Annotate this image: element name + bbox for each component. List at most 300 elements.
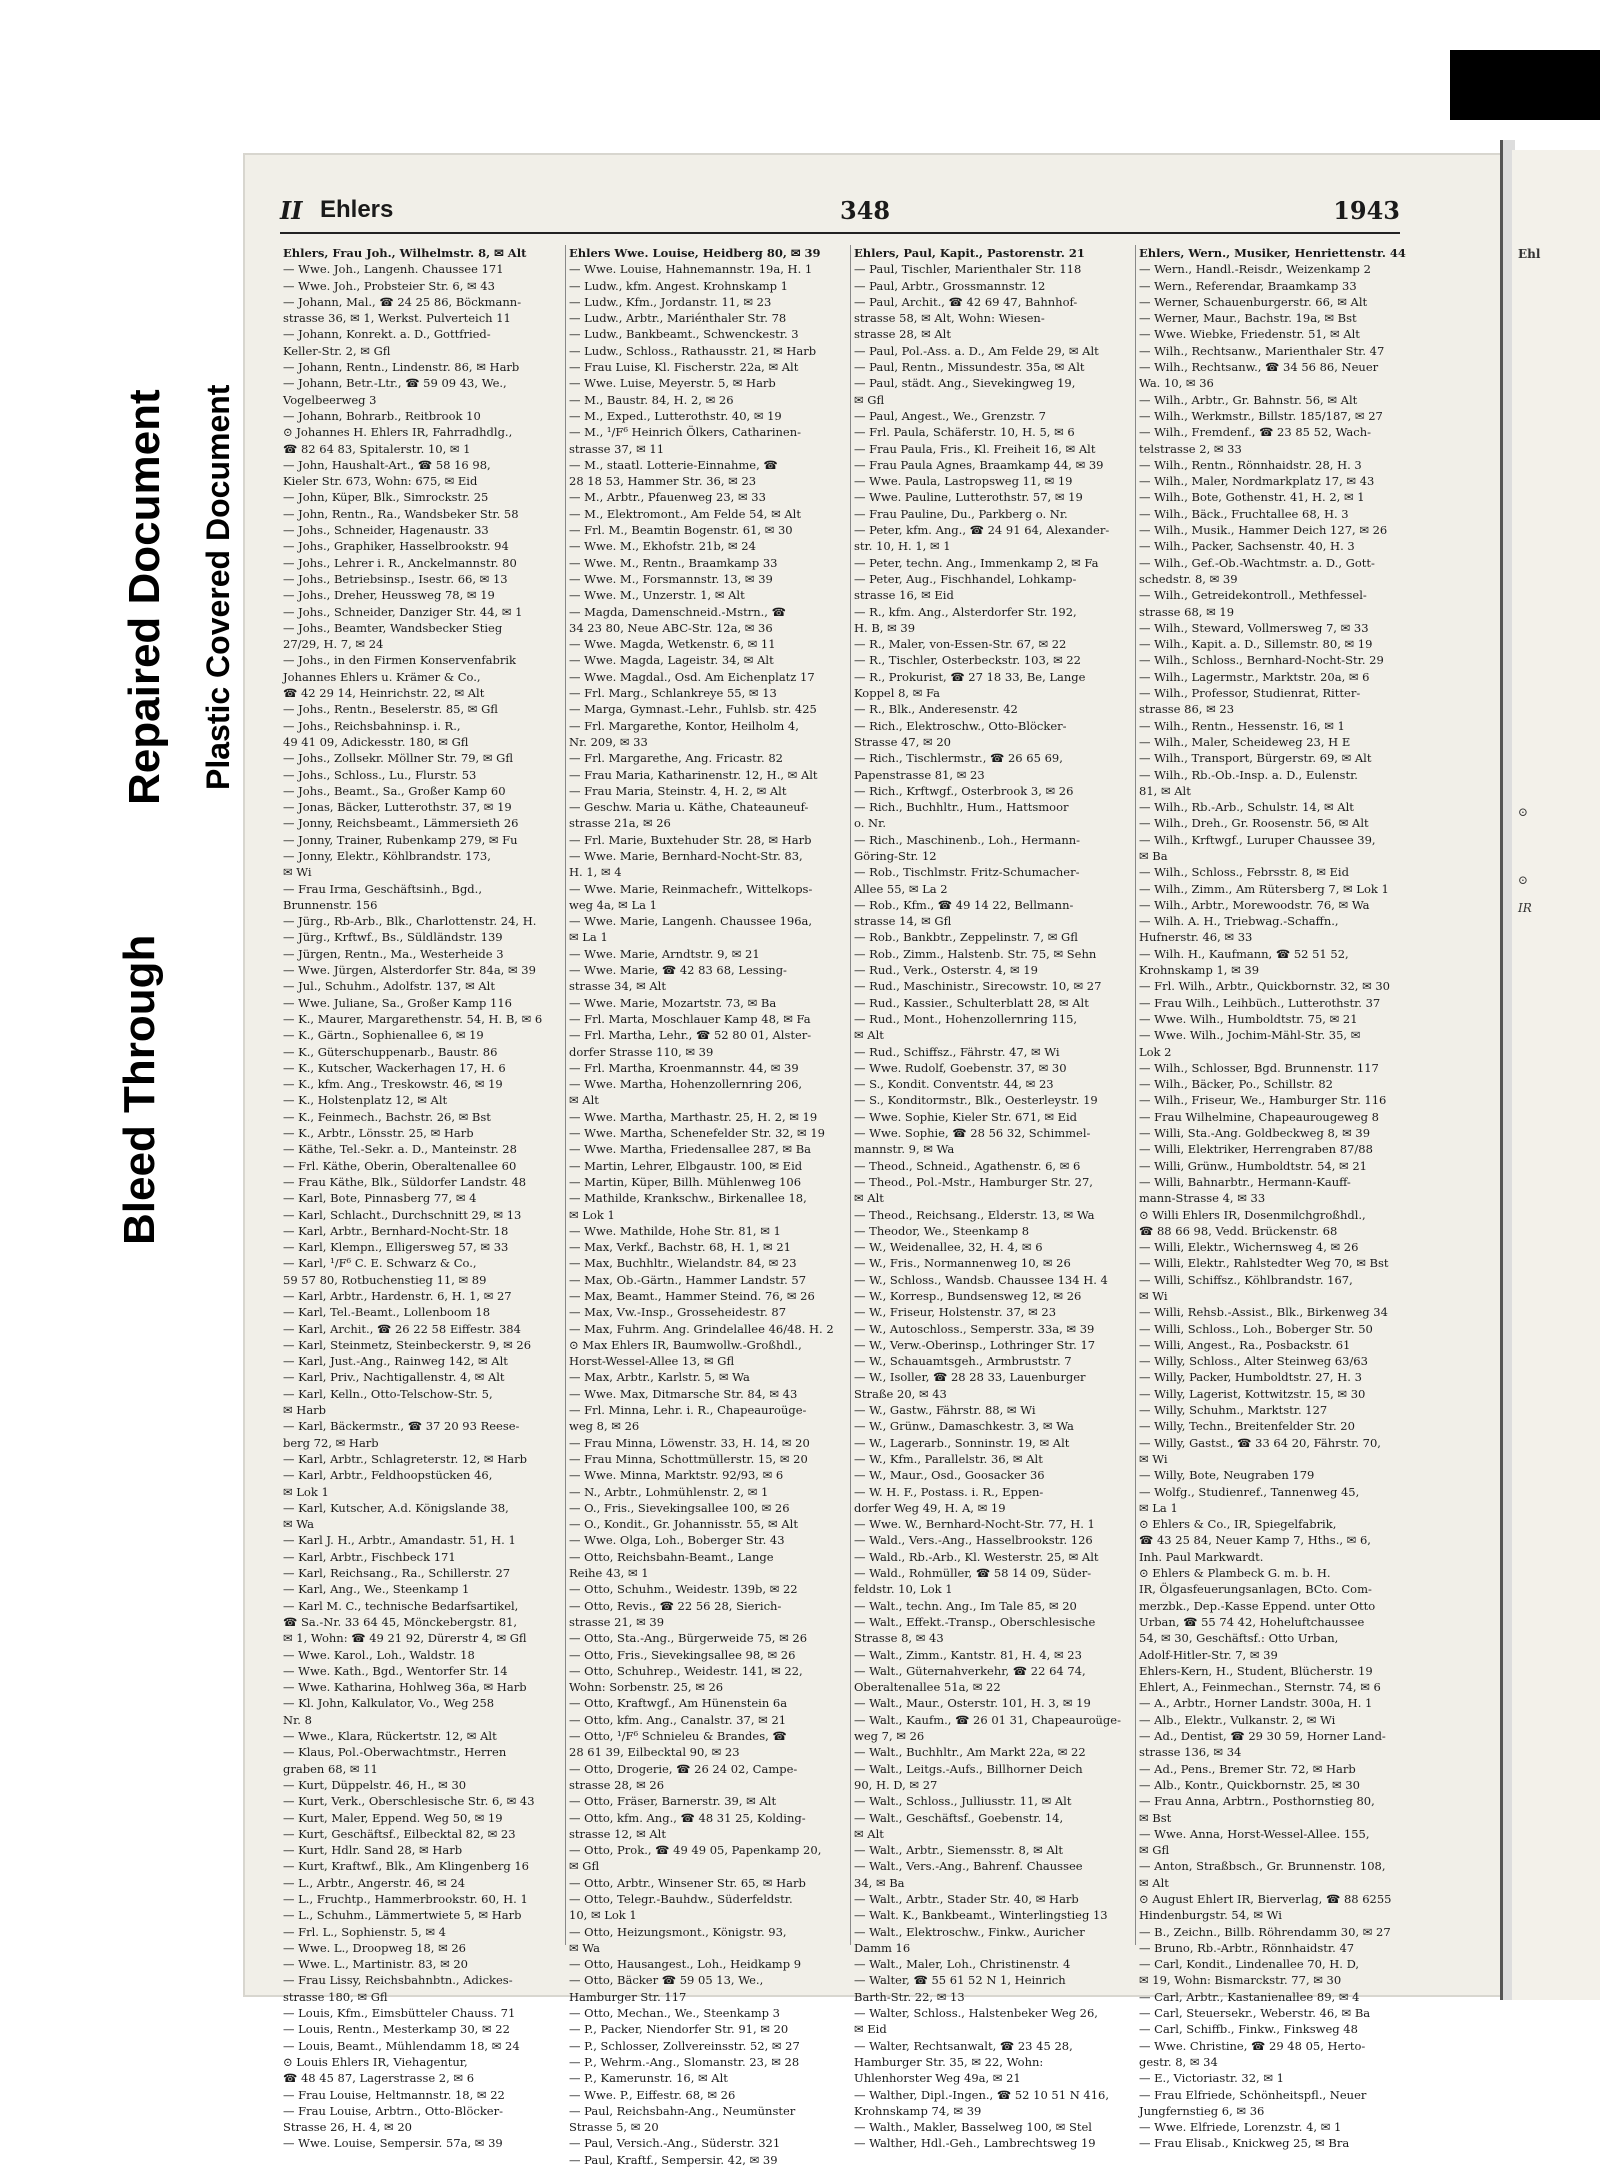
- directory-entry: — Frau Paula Agnes, Braamkamp 44, ✉ 39: [854, 457, 1104, 472]
- directory-entry: — Frl. Paula, Schäferstr. 10, H. 5, ✉ 6: [854, 425, 1075, 440]
- directory-entry: — Willi, Grünw., Humboldtstr. 54, ✉ 21: [1139, 1158, 1367, 1173]
- directory-entry: — Wwe. Martha, Friedensallee 287, ✉ Ba: [569, 1142, 812, 1157]
- directory-entry: — Otto, kfm. Ang., Canalstr. 37, ✉ 21: [569, 1712, 787, 1727]
- directory-entry: — Johs., Zollsekr. Möllner Str. 79, ✉ Gfl: [283, 751, 514, 766]
- directory-entry: — Frl. Marta, Moschlauer Kamp 48, ✉ Fa: [569, 1011, 811, 1026]
- directory-entry: — Max, Ob.-Gärtn., Hammer Landstr. 57: [569, 1272, 807, 1287]
- directory-entry: 28 61 39, Eilbecktal 90, ✉ 23: [569, 1745, 740, 1760]
- directory-entry: — Wwe. Sophie, Kieler Str. 671, ✉ Eid: [854, 1109, 1078, 1124]
- directory-entry: — Willi, Rehsb.-Assist., Blk., Birkenweg 34: [1139, 1305, 1388, 1320]
- directory-entry: — Theod., Schneid., Agathenstr. 6, ✉ 6: [854, 1158, 1081, 1173]
- directory-entry: — Karl, Kelln., Otto-Telschow-Str. 5,: [283, 1386, 493, 1401]
- directory-entry: — Kurt, Maler, Eppend. Weg 50, ✉ 19: [283, 1810, 503, 1825]
- directory-entry: 81, ✉ Alt: [1139, 783, 1191, 798]
- directory-entry: — Walt. K., Bankbeamt., Winterlingstieg 13: [854, 1908, 1108, 1923]
- directory-entry: — Carl, Schiffb., Finkw., Finksweg 48: [1139, 2022, 1358, 2037]
- directory-entry: dorfer Weg 49, H. A, ✉ 19: [854, 1500, 1006, 1515]
- directory-entry: — Willy, Bote, Neugraben 179: [1139, 1468, 1315, 1483]
- repaired-document-label: Repaired Document: [120, 389, 169, 805]
- directory-entry: — W., Gastw., Fährstr. 88, ✉ Wi: [854, 1403, 1036, 1418]
- directory-entry: — Wwe. Martha, Marthastr. 25, H. 2, ✉ 19: [569, 1109, 818, 1124]
- directory-entry: ☎ 42 29 14, Heinrichstr. 22, ✉ Alt: [283, 686, 485, 701]
- directory-entry: — Wilh. A. H., Triebwag.-Schaffn.,: [1139, 914, 1339, 929]
- directory-entry: — Karl, ¹/F⁶ C. E. Schwarz & Co.,: [283, 1256, 477, 1271]
- directory-entry: — K., Güterschuppenarb., Baustr. 86: [283, 1044, 498, 1059]
- directory-entry: — Wilh., Bäck., Fruchtallee 68, H. 3: [1139, 506, 1349, 521]
- directory-entry: — Rud., Mont., Hohenzollernring 115,: [854, 1011, 1078, 1026]
- directory-entry: — Wilh., Schloss., Bernhard-Nocht-Str. 29: [1139, 653, 1384, 668]
- directory-entry: — Wwe. Rudolf, Goebenstr. 37, ✉ 30: [854, 1060, 1067, 1075]
- directory-entry: ✉ Wi: [1139, 1451, 1168, 1466]
- directory-entry: — Wwe. P., Eiffestr. 68, ✉ 26: [569, 2087, 736, 2102]
- directory-entry: — Wwe. L., Droopweg 18, ✉ 26: [283, 1940, 467, 1955]
- directory-entry: — R., kfm. Ang., Alsterdorfer Str. 192,: [854, 604, 1077, 619]
- directory-entry: — K., Feinmech., Bachstr. 26, ✉ Bst: [283, 1109, 491, 1124]
- directory-entry: — Wilh., Lagermstr., Marktstr. 20a, ✉ 6: [1139, 669, 1370, 684]
- directory-entry: Strasse 5, ✉ 20: [569, 2120, 659, 2135]
- directory-entry: — Wwe. Marie, ☎ 42 83 68, Lessing-: [569, 963, 787, 978]
- directory-entry: — Willi, Sta.-Ang. Goldbeckweg 8, ✉ 39: [1139, 1126, 1371, 1141]
- directory-entry: ✉ Alt: [854, 1028, 884, 1043]
- directory-entry: ✉ Gfl: [569, 1859, 600, 1874]
- directory-entry: — Frl. L., Sophienstr. 5, ✉ 4: [283, 1924, 446, 1939]
- directory-column-3: [850, 245, 1121, 2151]
- directory-entry: — Johs., Rentn., Beselerstr. 85, ✉ Gfl: [283, 702, 498, 717]
- directory-entry: — Karl, Klempn., Elligersweg 57, ✉ 33: [283, 1240, 509, 1255]
- directory-entry: — Rich., Tischlermstr., ☎ 26 65 69,: [854, 751, 1063, 766]
- directory-entry: strasse 86, ✉ 23: [1139, 702, 1235, 717]
- directory-column-2: [565, 245, 836, 2167]
- directory-entry: Johannes Ehlers u. Krämer & Co.,: [283, 669, 481, 684]
- directory-entry: — Max, Buchhltr., Wielandstr. 84, ✉ 23: [569, 1256, 797, 1271]
- directory-entry: — Rich., Maschinenb., Loh., Hermann-: [854, 832, 1081, 847]
- directory-entry: — Kl. John, Kalkulator, Vo., Weg 258: [283, 1696, 495, 1711]
- directory-entry: — Kurt, Verk., Oberschlesische Str. 6, ✉ 43: [283, 1794, 535, 1809]
- year: 1943: [1333, 196, 1400, 225]
- directory-entry: — Otto, kfm. Ang., ☎ 48 31 25, Kolding-: [569, 1810, 806, 1825]
- directory-entry: — W., Maur., Osd., Goosacker 36: [854, 1468, 1045, 1483]
- directory-entry: — Rich., Buchhltr., Hum., Hattsmoor: [854, 800, 1069, 815]
- directory-entry: — Anton, Straßbsch., Gr. Brunnenstr. 108,: [1139, 1859, 1386, 1874]
- directory-entry: — Frau Maria, Steinstr. 4, H. 2, ✉ Alt: [569, 783, 787, 798]
- directory-entry: — W., Schloss., Wandsb. Chaussee 134 H. 4: [854, 1272, 1108, 1287]
- directory-entry: — Wwe. Marie, Bernhard-Nocht-Str. 83,: [569, 848, 803, 863]
- directory-entry: — Rob., Zimm., Halstenb. Str. 75, ✉ Sehn: [854, 946, 1097, 961]
- directory-entry: — Karl, Bäckermstr., ☎ 37 20 93 Reese-: [283, 1419, 520, 1434]
- directory-entry: — Karl, Tel.-Beamt., Lollenboom 18: [283, 1305, 491, 1320]
- directory-entry: Wa. 10, ✉ 36: [1139, 376, 1214, 391]
- directory-entry: Hufnerstr. 46, ✉ 33: [1139, 930, 1253, 945]
- directory-entry: — Alb., Elektr., Vulkanstr. 2, ✉ Wi: [1139, 1712, 1336, 1727]
- directory-entry: — Walt., Güternahverkehr, ☎ 22 64 74,: [854, 1663, 1086, 1678]
- directory-column-1: [280, 245, 550, 2151]
- directory-entry: Inh. Paul Markwardt.: [1139, 1549, 1264, 1564]
- directory-entry: — Otto, Kraftwgf., Am Hünenstein 6a: [569, 1696, 788, 1711]
- directory-entry: Ehlers, Paul, Kapit., Pastorenstr. 21: [854, 246, 1085, 260]
- directory-entry: — Walter, Schloss., Halstenbeker Weg 26,: [854, 2006, 1098, 2021]
- directory-entry: — Rich., Krftwgf., Osterbrook 3, ✉ 26: [854, 783, 1074, 798]
- directory-entry: ✉ Gfl: [1139, 1843, 1170, 1858]
- directory-entry: — Wwe. Marie, Langenh. Chaussee 196a,: [569, 914, 813, 929]
- directory-entry: Kieler Str. 673, Wohn: 675, ✉ Eid: [283, 474, 478, 489]
- directory-entry: — Otto, Bäcker ☎ 59 05 13, We.,: [569, 1973, 764, 1988]
- directory-entry: — W., Fris., Normannenweg 10, ✉ 26: [854, 1256, 1071, 1271]
- directory-entry: — Jürg., Krftwf., Bs., Süldländstr. 139: [283, 930, 503, 945]
- directory-entry: feldstr. 10, Lok 1: [854, 1582, 953, 1597]
- directory-entry: — Wilh., Rentn., Rönnhaidstr. 28, H. 3: [1139, 457, 1362, 472]
- directory-entry: — Frau Luise, Kl. Fischerstr. 22a, ✉ Alt: [569, 360, 799, 375]
- directory-entry: — Wwe. Katharina, Hohlweg 36a, ✉ Harb: [283, 1680, 527, 1695]
- directory-entry: strasse 28, ✉ 26: [569, 1777, 665, 1792]
- directory-entry: — Wwe. Jürgen, Alsterdorfer Str. 84a, ✉ 39: [283, 963, 536, 978]
- directory-entry: — Wilh., Schloss., Febrsstr. 8, ✉ Eid: [1139, 865, 1349, 880]
- directory-entry: ⊙ Louis Ehlers IR, Viehagentur,: [283, 2054, 468, 2069]
- directory-entry: mannstr. 9, ✉ Wa: [854, 1142, 955, 1157]
- directory-entry: — M., staatl. Lotterie-Einnahme, ☎: [569, 457, 778, 472]
- directory-entry: — Johann, Bohrarb., Reitbrook 10: [283, 408, 481, 423]
- directory-entry: — Wilh., Kapit. a. D., Sillemstr. 80, ✉ 19: [1139, 637, 1373, 652]
- directory-entry: — K., Arbtr., Lönsstr. 25, ✉ Harb: [283, 1126, 474, 1141]
- directory-entry: ✉ Alt: [1139, 1875, 1169, 1890]
- page-header: [280, 192, 1400, 234]
- directory-entry: ✉ La 1: [569, 930, 608, 945]
- directory-entry: ✉ Ba: [1139, 848, 1168, 863]
- directory-entry: IR, Ölgasfeuerungsanlagen, BCto. Com-: [1139, 1582, 1372, 1597]
- directory-entry: — Wilh., Bäcker, Po., Schillstr. 82: [1139, 1077, 1333, 1092]
- directory-entry: ✉ Wa: [569, 1940, 600, 1955]
- directory-entry: Reihe 43, ✉ 1: [569, 1566, 649, 1581]
- directory-entry: — Wilh., Rechtsanw., Marienthaler Str. 47: [1139, 343, 1385, 358]
- directory-entry: Nr. 209, ✉ 33: [569, 734, 648, 749]
- directory-entry: — W., Isoller, ☎ 28 28 33, Lauenburger: [854, 1370, 1086, 1385]
- directory-entry: strasse 136, ✉ 34: [1139, 1745, 1242, 1760]
- directory-entry: — W., Kfm., Parallelstr. 36, ✉ Alt: [854, 1451, 1043, 1466]
- directory-entry: — Theod., Reichsang., Elderstr. 13, ✉ Wa: [854, 1207, 1095, 1222]
- directory-entry: — Karl, Schlacht., Durchschnitt 29, ✉ 13: [283, 1207, 522, 1222]
- directory-entry: — Wwe. Karol., Loh., Waldstr. 18: [283, 1647, 475, 1662]
- directory-column-4: [1135, 245, 1406, 2151]
- directory-entry: — Frl. Martha, Kroenmannstr. 44, ✉ 39: [569, 1060, 799, 1075]
- directory-entry: Horst-Wessel-Allee 13, ✉ Gfl: [569, 1354, 735, 1369]
- directory-entry: — Walt., Arbtr., Siemensstr. 8, ✉ Alt: [854, 1843, 1064, 1858]
- directory-entry: — L., Fruchtp., Hammerbrookstr. 60, H. 1: [283, 1891, 528, 1906]
- directory-entry: — Frau Anna, Arbtrn., Posthornstieg 80,: [1139, 1794, 1375, 1809]
- directory-entry: — K., Maurer, Margarethenstr. 54, H. B, ✉ 6: [283, 1011, 543, 1026]
- directory-entry: Adolf-Hitler-Str. 7, ✉ 39: [1139, 1647, 1278, 1662]
- directory-entry: ☎ 43 25 84, Neuer Kamp 7, Hths., ✉ 6,: [1139, 1533, 1371, 1548]
- directory-entry: — Wwe. Mathilde, Hohe Str. 81, ✉ 1: [569, 1223, 781, 1238]
- directory-entry: Jungfernstieg 6, ✉ 36: [1139, 2103, 1265, 2118]
- directory-entry: — Wwe. Olga, Loh., Boberger Str. 43: [569, 1533, 785, 1548]
- directory-entry: — Paul, Versich.-Ang., Süderstr. 321: [569, 2136, 781, 2151]
- directory-entry: — W., Friseur, Holstenstr. 37, ✉ 23: [854, 1305, 1057, 1320]
- directory-entry: — M., ¹/F⁶ Heinrich Ölkers, Catharinen-: [569, 425, 802, 440]
- directory-entry: — M., Arbtr., Pfauenweg 23, ✉ 33: [569, 490, 766, 505]
- directory-entry: — K., kfm. Ang., Treskowstr. 46, ✉ 19: [283, 1077, 503, 1092]
- directory-entry: — Frau Lissy, Reichsbahnbtn., Adickes-: [283, 1973, 513, 1988]
- directory-entry: H. B, ✉ 39: [854, 620, 916, 635]
- directory-entry: — Karl, Ang., We., Steenkamp 1: [283, 1582, 470, 1597]
- directory-entry: — Otto, Fräser, Barnerstr. 39, ✉ Alt: [569, 1794, 777, 1809]
- directory-entry: — Wald., Rb.-Arb., Kl. Westerstr. 25, ✉ Alt: [854, 1549, 1099, 1564]
- directory-entry: Papenstrasse 81, ✉ 23: [854, 767, 985, 782]
- directory-entry: Uhlenhorster Weg 49a, ✉ 21: [854, 2071, 1021, 2086]
- directory-entry: — Louis, Rentn., Mesterkamp 30, ✉ 22: [283, 2022, 510, 2037]
- directory-entry: — Wwe. Wilh., Humboldtstr. 75, ✉ 21: [1139, 1011, 1358, 1026]
- directory-entry: — Willi, Schiffsz., Köhlbrandstr. 167,: [1139, 1272, 1353, 1287]
- directory-entry: — W., Lagerarb., Sonninstr. 19, ✉ Alt: [854, 1435, 1070, 1450]
- directory-entry: — Karl, Arbtr., Feldhoopstücken 46,: [283, 1468, 493, 1483]
- directory-entry: — Wwe. M., Rentn., Braamkamp 33: [569, 555, 778, 570]
- directory-entry: — Paul, Archit., ☎ 42 69 47, Bahnhof-: [854, 294, 1078, 309]
- directory-entry: — Wwe. Wilh., Jochim-Mähl-Str. 35, ✉: [1139, 1028, 1361, 1043]
- directory-entry: — N., Arbtr., Lohmühlenstr. 2, ✉ 1: [569, 1484, 769, 1499]
- directory-entry: — Walt., Buchhltr., Am Markt 22a, ✉ 22: [854, 1745, 1086, 1760]
- scan-black-strip: [1450, 50, 1600, 120]
- directory-entry: — Frl. Marg., Schlankreye 55, ✉ 13: [569, 686, 777, 701]
- directory-entry: strasse 180, ✉ Gfl: [283, 1989, 388, 2004]
- directory-entry: Oberaltenallee 51a, ✉ 22: [854, 1680, 1001, 1695]
- directory-entry: ⊙ Willi Ehlers IR, Dosenmilchgroßhdl.,: [1139, 1207, 1366, 1222]
- directory-entry: Strasse 8, ✉ 43: [854, 1631, 944, 1646]
- directory-entry: — Willy, Lagerist, Kottwitzstr. 15, ✉ 30: [1139, 1386, 1366, 1401]
- directory-entry: Ehlers-Kern, H., Student, Blücherstr. 19: [1139, 1663, 1373, 1678]
- directory-entry: — Wilh., Krftwgf., Luruper Chaussee 39,: [1139, 832, 1376, 847]
- directory-entry: — Louis, Kfm., Eimsbütteler Chauss. 71: [283, 2006, 516, 2021]
- directory-entry: — Frl. Minna, Lehr. i. R., Chapeauroüge-: [569, 1403, 807, 1418]
- directory-entry: — R., Maler, von-Essen-Str. 67, ✉ 22: [854, 637, 1067, 652]
- directory-entry: — Frl. Martha, Lehr., ☎ 52 80 01, Alster-: [569, 1028, 812, 1043]
- directory-entry: ✉ 1, Wohn: ☎ 49 21 92, Dürerstr 4, ✉ Gfl: [283, 1631, 527, 1646]
- directory-entry: — Walt., Zimm., Kantstr. 81, H. 4, ✉ 23: [854, 1647, 1082, 1662]
- directory-entry: — Frau Louise, Heltmannstr. 18, ✉ 22: [283, 2087, 505, 2102]
- directory-entry: o. Nr.: [854, 816, 886, 831]
- directory-entry: — Jonny, Elektr., Köhlbrandstr. 173,: [283, 848, 491, 863]
- directory-entry: — Wwe. Marie, Arndtstr. 9, ✉ 21: [569, 946, 760, 961]
- directory-entry: — Wwe. Joh., Probsteier Str. 6, ✉ 43: [283, 278, 495, 293]
- directory-entry: Lok 2: [1139, 1044, 1172, 1059]
- directory-entry: — Johs., Betriebsinsp., Isestr. 66, ✉ 13: [283, 571, 508, 586]
- directory-entry: — Wwe. L., Martinistr. 83, ✉ 20: [283, 1957, 468, 1972]
- directory-entry: — Theodor, We., Steenkamp 8: [854, 1223, 1030, 1238]
- directory-entry: Göring-Str. 12: [854, 848, 937, 863]
- directory-entry: mann-Strasse 4, ✉ 33: [1139, 1191, 1266, 1206]
- directory-entry: — Karl, Bote, Pinnasberg 77, ✉ 4: [283, 1191, 477, 1206]
- directory-entry: — Karl, Just.-Ang., Rainweg 142, ✉ Alt: [283, 1354, 508, 1369]
- directory-entry: — Wwe. Pauline, Lutterothstr. 57, ✉ 19: [854, 490, 1083, 505]
- next-page-text: Ehl: [1518, 247, 1541, 261]
- directory-entry: — Otto, ¹/F⁶ Schnieleu & Brandes, ☎: [569, 1729, 787, 1744]
- directory-entry: — Wwe. Marie, Reinmachefr., Wittelkops-: [569, 881, 813, 896]
- directory-entry: 10, ✉ Lok 1: [569, 1908, 637, 1923]
- directory-entry: — Otto, Schuhm., Weidestr. 139b, ✉ 22: [569, 1582, 798, 1597]
- directory-entry: — Paul, Tischler, Marienthaler Str. 118: [854, 262, 1082, 277]
- directory-entry: Straße 20, ✉ 43: [854, 1386, 947, 1401]
- directory-entry: — Wwe. Max, Ditmarsche Str. 84, ✉ 43: [569, 1386, 798, 1401]
- directory-entry: — Willi, Schloss., Loh., Boberger Str. 50: [1139, 1321, 1373, 1336]
- directory-entry: ☎ Sa.-Nr. 33 64 45, Mönckebergstr. 81,: [283, 1614, 518, 1629]
- directory-entry: — Wwe. Anna, Horst-Wessel-Allee. 155,: [1139, 1826, 1370, 1841]
- directory-entry: — B., Zeichn., Billb. Röhrendamm 30, ✉ 27: [1139, 1924, 1391, 1939]
- directory-entry: — Wilh., Getreidekontroll., Methfessel-: [1139, 588, 1367, 603]
- directory-entry: ⊙ Ehlers & Co., IR, Spiegelfabrik,: [1139, 1517, 1337, 1532]
- directory-entry: dorfer Strasse 110, ✉ 39: [569, 1044, 714, 1059]
- directory-entry: str. 10, H. 1, ✉ 1: [854, 539, 951, 554]
- directory-entry: ✉ Alt: [569, 1093, 599, 1108]
- directory-entry: Wohn: Sorbenstr. 25, ✉ 26: [569, 1680, 724, 1695]
- directory-entry: — Willy, Techn., Breitenfelder Str. 20: [1139, 1419, 1355, 1434]
- directory-entry: — Karl, Arbtr., Fischbeck 171: [283, 1549, 456, 1564]
- directory-entry: Brunnenstr. 156: [283, 897, 378, 912]
- directory-entry: — Wilh., Arbtr., Morewoodstr. 76, ✉ Wa: [1139, 897, 1370, 912]
- directory-entry: — W., Korresp., Bundsensweg 12, ✉ 26: [854, 1289, 1082, 1303]
- directory-entry: — S., Kondit. Conventstr. 44, ✉ 23: [854, 1077, 1054, 1092]
- directory-entry: — Willi, Bahnarbtr., Hermann-Kauff-: [1139, 1174, 1351, 1189]
- directory-entry: ✉ Harb: [283, 1403, 327, 1418]
- directory-entry: — Wwe. W., Bernhard-Nocht-Str. 77, H. 1: [854, 1517, 1095, 1532]
- directory-entry: — Johann, Betr.-Ltr., ☎ 59 09 43, We.,: [283, 376, 507, 391]
- directory-entry: — L., Schuhm., Lämmertwiete 5, ✉ Harb: [283, 1908, 522, 1923]
- directory-entry: — Theod., Pol.-Mstr., Hamburger Str. 27,: [854, 1174, 1093, 1189]
- directory-entry: — Wilh., Schlosser, Bgd. Brunnenstr. 117: [1139, 1060, 1379, 1075]
- directory-entry: — John, Haushalt-Art., ☎ 58 16 98,: [283, 457, 491, 472]
- directory-entry: weg 7, ✉ 26: [854, 1729, 925, 1744]
- directory-entry: — Walt., Effekt.-Transp., Oberschlesische: [854, 1614, 1096, 1629]
- directory-entry: — R., Blk., Anderesenstr. 42: [854, 702, 1018, 717]
- directory-entry: — K., Gärtn., Sophienallee 6, ✉ 19: [283, 1028, 484, 1043]
- directory-entry: — Kurt, Düppelstr. 46, H., ✉ 30: [283, 1777, 467, 1792]
- directory-entry: — Wwe. Martha, Hohenzollernring 206,: [569, 1077, 803, 1092]
- directory-entry: — Willi, Elektriker, Herrengraben 87/88: [1139, 1142, 1373, 1157]
- directory-entry: — Karl, Steinmetz, Steinbeckerstr. 9, ✉ 26: [283, 1337, 532, 1352]
- directory-entry: Ehlert, A., Feinmechan., Sternstr. 74, ✉ 6: [1139, 1680, 1381, 1695]
- directory-entry: strasse 12, ✉ Alt: [569, 1826, 666, 1841]
- directory-entry: — Walther, Dipl.-Ingen., ☎ 52 10 51 N 416,: [854, 2087, 1110, 2102]
- directory-entry: — Paul, städt. Ang., Sievekingweg 19,: [854, 376, 1076, 391]
- directory-entry: — Jonny, Reichsbeamt., Lämmersieth 26: [283, 816, 519, 831]
- directory-entry: — Wilh., Arbtr., Gr. Bahnstr. 56, ✉ Alt: [1139, 392, 1358, 407]
- directory-entry: ☎ 48 45 87, Lagerstrasse 2, ✉ 6: [283, 2071, 475, 2086]
- directory-entry: Krohnskamp 1, ✉ 39: [1139, 963, 1260, 978]
- directory-entry: berg 72, ✉ Harb: [283, 1435, 379, 1450]
- directory-entry: strasse 21a, ✉ 26: [569, 816, 671, 831]
- directory-entry: — Willi, Elektr., Rahlstedter Weg 70, ✉ Bst: [1139, 1256, 1389, 1271]
- directory-entry: — Otto, Heizungsmont., Königstr. 93,: [569, 1924, 787, 1939]
- directory-entry: — Wwe., Klara, Rückertstr. 12, ✉ Alt: [283, 1729, 497, 1744]
- directory-entry: strasse 37, ✉ 11: [569, 441, 665, 456]
- directory-entry: — Wwe. Christine, ☎ 29 48 05, Herto-: [1139, 2038, 1366, 2053]
- directory-entry: — W., Grünw., Damaschkestr. 3, ✉ Wa: [854, 1419, 1074, 1434]
- directory-entry: — Paul, Arbtr., Grossmannstr. 12: [854, 278, 1046, 293]
- directory-entry: — Frau Irma, Geschäftsinh., Bgd.,: [283, 881, 482, 896]
- directory-entry: — Wilh., Transport, Bürgerstr. 69, ✉ Alt: [1139, 751, 1372, 766]
- header-name: Ehlers: [320, 196, 394, 223]
- directory-entry: weg 8, ✉ 26: [569, 1419, 640, 1434]
- directory-entry: — R., Prokurist, ☎ 27 18 33, Be, Lange: [854, 669, 1086, 684]
- directory-entry: — Karl, Reichsang., Ra., Schillerstr. 27: [283, 1566, 511, 1581]
- directory-entry: — Paul, Kraftf., Sempersir. 42, ✉ 39: [569, 2152, 778, 2167]
- directory-entry: Ehlers, Wern., Musiker, Henriettenstr. 44: [1139, 246, 1406, 260]
- directory-entry: — Martin, Lehrer, Elbgaustr. 100, ✉ Eid: [569, 1158, 803, 1173]
- plastic-covered-label: Plastic Covered Document: [200, 384, 236, 790]
- directory-entry: ⊙ August Ehlert IR, Bierverlag, ☎ 88 6255: [1139, 1891, 1392, 1906]
- directory-entry: — Karl, Arbtr., Bernhard-Nocht-Str. 18: [283, 1223, 509, 1238]
- directory-entry: — Karl J. H., Arbtr., Amandastr. 51, H. 1: [283, 1533, 516, 1548]
- directory-entry: strasse 14, ✉ Gfl: [854, 914, 952, 929]
- directory-entry: — Johs., Graphiker, Hasselbrookstr. 94: [283, 539, 509, 554]
- directory-entry: — Wwe. Sophie, ☎ 28 56 32, Schimmel-: [854, 1126, 1091, 1141]
- directory-entry: — Wilh. H., Kaufmann, ☎ 52 51 52,: [1139, 946, 1349, 961]
- directory-entry: — Otto, Drogerie, ☎ 26 24 02, Campe-: [569, 1761, 798, 1776]
- directory-entry: — Wilh., Musik., Hammer Deich 127, ✉ 26: [1139, 523, 1388, 538]
- directory-entry: — Frl. Marie, Buxtehuder Str. 28, ✉ Harb: [569, 832, 812, 847]
- directory-entry: — Klaus, Pol.-Oberwachtmstr., Herren: [283, 1745, 507, 1760]
- directory-entry: — Willy, Schloss., Alter Steinweg 63/63: [1139, 1354, 1368, 1369]
- directory-entry: — Ad., Pens., Bremer Str. 72, ✉ Harb: [1139, 1761, 1356, 1776]
- directory-entry: — Frl. Käthe, Oberin, Oberaltenallee 60: [283, 1158, 517, 1173]
- directory-entry: — Geschw. Maria u. Käthe, Chateauneuf-: [569, 800, 809, 815]
- directory-entry: — Otto, Sta.-Ang., Bürgerweide 75, ✉ 26: [569, 1631, 808, 1646]
- directory-entry: ✉ Wi: [283, 865, 312, 880]
- directory-entry: — Kurt, Kraftwf., Blk., Am Klingenberg 16: [283, 1859, 529, 1874]
- directory-entry: Hamburger Str. 35, ✉ 22, Wohn:: [854, 2054, 1044, 2069]
- directory-entry: — Wilh., Werkmstr., Billstr. 185/187, ✉ 27: [1139, 408, 1383, 423]
- directory-entry: — Frau Elisab., Knickweg 25, ✉ Bra: [1139, 2136, 1350, 2151]
- directory-entry: — Karl M. C., technische Bedarfsartikel,: [283, 1598, 519, 1613]
- directory-entry: ✉ Lok 1: [283, 1484, 329, 1499]
- directory-entry: Allee 55, ✉ La 2: [854, 881, 948, 896]
- directory-entry: ✉ Gfl: [854, 392, 885, 407]
- directory-entry: — Wwe. Minna, Marktstr. 92/93, ✉ 6: [569, 1468, 784, 1483]
- directory-entry: — Max, Vw.-Insp., Grosseheidestr. 87: [569, 1305, 787, 1320]
- directory-entry: — Walter, ☎ 55 61 52 N 1, Heinrich: [854, 1973, 1066, 1988]
- directory-entry: — Ludw., Schloss., Rathausstr. 21, ✉ Harb: [569, 343, 817, 358]
- directory-entry: — Wilh., Maler, Nordmarkplatz 17, ✉ 43: [1139, 474, 1375, 489]
- directory-entry: — Johs., Schloss., Lu., Flurstr. 53: [283, 767, 477, 782]
- directory-entry: — Kurt, Geschäftsf., Eilbecktal 82, ✉ 23: [283, 1826, 516, 1841]
- directory-entry: 59 57 80, Rotbuchenstieg 11, ✉ 89: [283, 1272, 487, 1287]
- directory-entry: — P., Schlosser, Zollvereinsstr. 52, ✉ 27: [569, 2038, 800, 2053]
- directory-entry: — Wilh., Rentn., Hessenstr. 16, ✉ 1: [1139, 718, 1345, 733]
- directory-entry: — Otto, Arbtr., Winsener Str. 65, ✉ Harb: [569, 1875, 806, 1890]
- directory-entry: — W. H. F., Postass. i. R., Eppen-: [854, 1484, 1044, 1499]
- directory-entry: — Ludw., Arbtr., Mariénthaler Str. 78: [569, 311, 787, 326]
- directory-entry: — Jürgen, Rentn., Ma., Westerheide 3: [283, 946, 504, 961]
- directory-entry: — Wilh., Dreh., Gr. Roosenstr. 56, ✉ Alt: [1139, 816, 1369, 831]
- directory-entry: — W., Weidenallee, 32, H. 4, ✉ 6: [854, 1240, 1043, 1255]
- directory-entry: — Frau Wilh., Leihbüch., Lutterothstr. 37: [1139, 995, 1381, 1010]
- directory-entry: — Johs., Dreher, Heussweg 78, ✉ 19: [283, 588, 495, 603]
- directory-entry: — Carl, Steuersekr., Weberstr. 46, ✉ Ba: [1139, 2006, 1371, 2021]
- directory-entry: — Carl, Kondit., Lindenallee 70, H. D,: [1139, 1957, 1360, 1972]
- directory-entry: — Wilh., Friseur, We., Hamburger Str. 116: [1139, 1093, 1387, 1108]
- directory-entry: Barth-Str. 22, ✉ 13: [854, 1989, 965, 2004]
- directory-entry: schedstr. 8, ✉ 39: [1139, 571, 1238, 586]
- directory-entry: — Willy, Packer, Humboldtstr. 27, H. 3: [1139, 1370, 1362, 1385]
- directory-entry: — Jürg., Rb-Arb., Blk., Charlottenstr. 24, H.: [283, 914, 537, 929]
- directory-entry: — E., Victoriastr. 32, ✉ 1: [1139, 2071, 1284, 2086]
- directory-entry: — M., Elektromont., Am Felde 54, ✉ Alt: [569, 506, 801, 521]
- directory-entry: — Rud., Maschinistr., Sirecowstr. 10, ✉ 27: [854, 979, 1102, 994]
- directory-entry: — Max, Arbtr., Karlstr. 5, ✉ Wa: [569, 1370, 750, 1385]
- directory-entry: — Frl. M., Beamtin Bogenstr. 61, ✉ 30: [569, 523, 793, 538]
- directory-entry: — Marga, Gymnast.-Lehr., Fuhlsb. str. 425: [569, 702, 817, 717]
- directory-entry: — Frau Elfriede, Schönheitspfl., Neuer: [1139, 2087, 1367, 2102]
- directory-entry: — M., Exped., Lutterothstr. 40, ✉ 19: [569, 408, 782, 423]
- directory-entry: Koppel 8, ✉ Fa: [854, 686, 941, 701]
- directory-entry: — W., Autoschloss., Semperstr. 33a, ✉ 39: [854, 1321, 1095, 1336]
- directory-entry: — Johann, Konrekt. a. D., Gottfried-: [283, 327, 491, 342]
